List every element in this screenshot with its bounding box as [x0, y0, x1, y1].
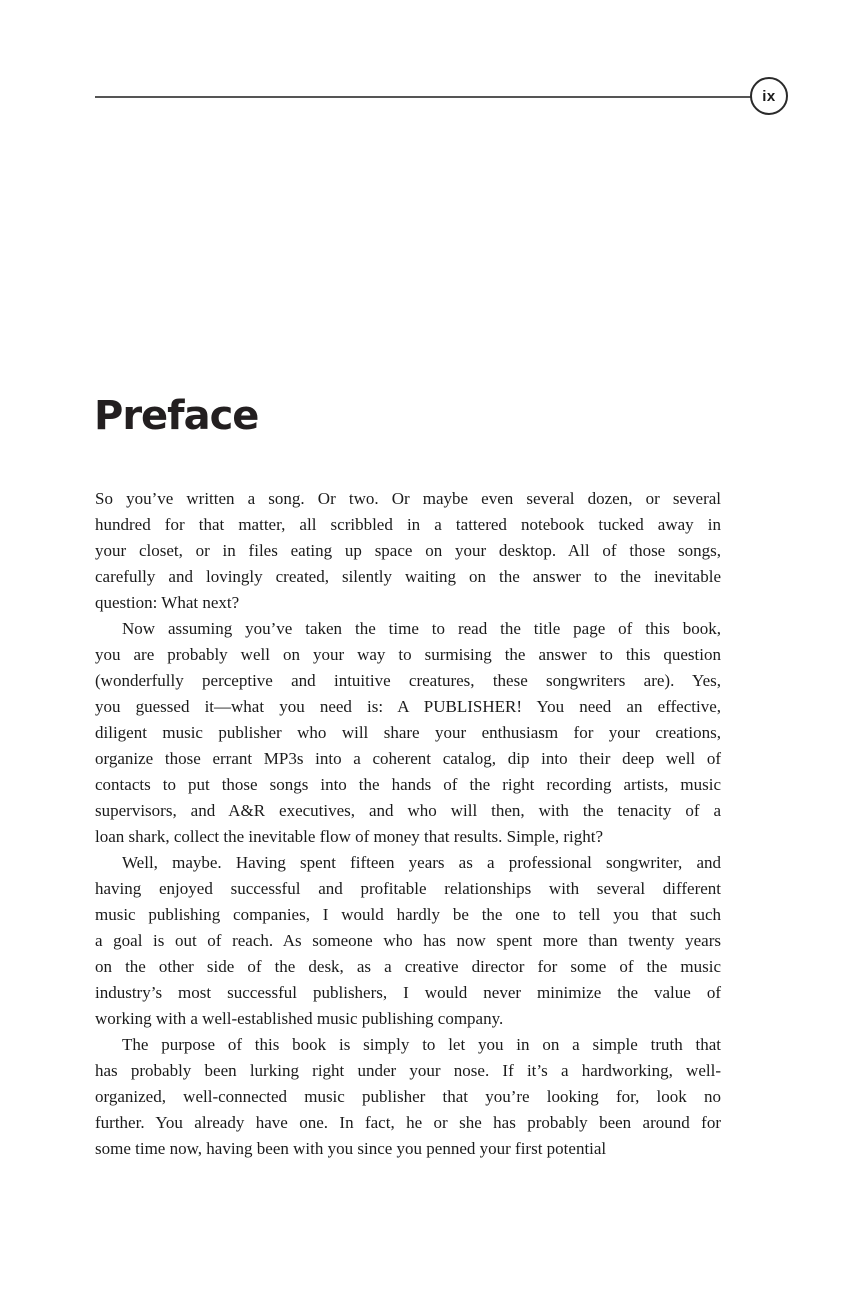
text-line: working with a well-established music publishing company.	[95, 1009, 504, 1028]
text-line: (wonderfully perceptive and intuitive creatures, these songwriters are). Yes,	[95, 671, 721, 690]
header-rule	[95, 96, 753, 98]
paragraph	[95, 1032, 721, 1162]
preface-paragraphs	[95, 486, 721, 1162]
text-line: loan shark, collect the inevitable flow of money that results. Simple, right?	[95, 827, 603, 846]
text-line: The purpose of this book is simply to let you in on a simple truth that	[122, 1035, 721, 1054]
text-line: So you’ve written a song. Or two. Or maybe even several dozen, or several	[95, 489, 721, 508]
text-line: you guessed it—what you need is: A PUBLISHER! You need an effective,	[95, 697, 721, 716]
page-number-badge	[750, 77, 788, 115]
text-line: some time now, having been with you since you penned your first potential	[95, 1139, 607, 1158]
text-line: supervisors, and A&R executives, and who will then, with the tenacity of a	[95, 801, 721, 820]
text-line: question: What next?	[95, 593, 240, 612]
paragraph	[95, 616, 721, 850]
text-line: having enjoyed successful and profitable relationships with several different	[95, 879, 721, 898]
text-line: carefully and lovingly created, silently waiting on the answer to the inevitable	[95, 567, 721, 586]
text-line: further. You already have one. In fact, he or she has probably been around for	[95, 1113, 721, 1132]
text-line: Well, maybe. Having spent fifteen years as a professional songwriter, and	[122, 853, 721, 872]
text-line: hundred for that matter, all scribbled in a tattered notebook tucked away in	[95, 515, 721, 534]
paragraph	[95, 486, 721, 616]
text-line: music publishing companies, I would hardly be the one to tell you that such	[95, 905, 721, 924]
text-line: has probably been lurking right under your nose. If it’s a hardworking, well-	[95, 1061, 721, 1080]
paragraph	[95, 850, 721, 1032]
text-line: contacts to put those songs into the hands of the right recording artists, music	[95, 775, 721, 794]
text-line: diligent music publisher who will share your enthusiasm for your creations,	[95, 723, 721, 742]
text-line: your closet, or in files eating up space on your desktop. All of those songs,	[95, 541, 721, 560]
chapter-title: Preface	[94, 393, 259, 439]
text-line: a goal is out of reach. As someone who has now spent more than twenty years	[95, 931, 721, 950]
text-line: industry’s most successful publishers, I would never minimize the value of	[95, 983, 721, 1002]
text-line: you are probably well on your way to surmising the answer to this question	[95, 645, 721, 664]
text-line: Now assuming you’ve taken the time to read the title page of this book,	[122, 619, 721, 638]
text-line: organize those errant MP3s into a coherent catalog, dip into their deep well of	[95, 749, 721, 768]
page-number: ix	[762, 87, 776, 105]
text-line: on the other side of the desk, as a creative director for some of the music	[95, 957, 721, 976]
text-line: organized, well-connected music publisher that you’re looking for, look no	[95, 1087, 721, 1106]
